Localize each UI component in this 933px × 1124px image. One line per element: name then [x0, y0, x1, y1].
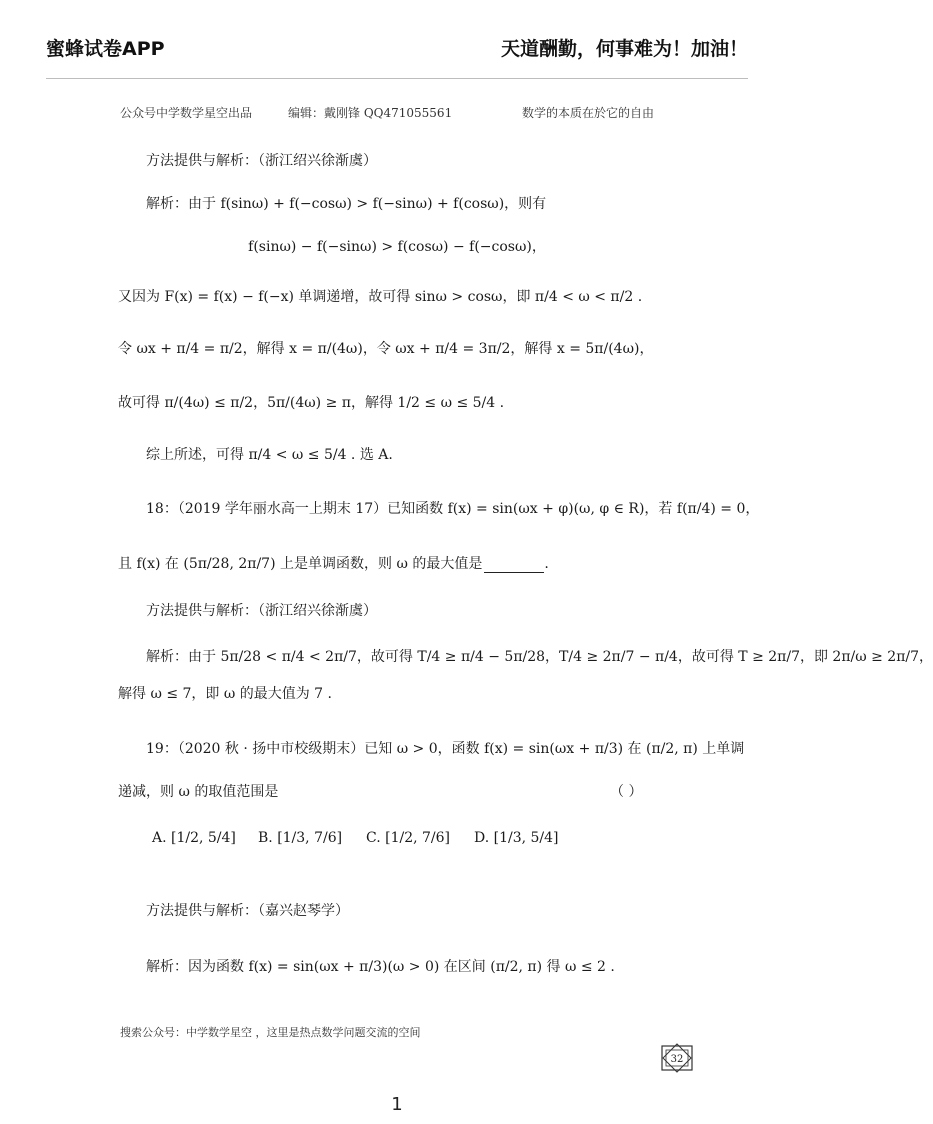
q18-line-1: 18：（2019 学年丽水高一上期末 17）已知函数 f(x) = sin(ωx + φ)(ω, φ ∈ R)，若 f(π/4) = 0，: [146, 501, 760, 517]
choice-b: B. [1/3, 7/6]: [258, 830, 343, 846]
editor-text: 编辑：戴刚锋 QQ471055561: [288, 106, 453, 120]
q17-line-2: f(sinω) − f(−sinω) > f(cosω) − f(−cosω)，: [248, 239, 546, 255]
page-number: 1: [391, 1094, 403, 1115]
choice-c: C. [1/2, 7/6]: [366, 830, 450, 846]
q17-line-3: 又因为 F(x) = f(x) − f(−x) 单调递增，故可得 sinω > cosω，即 π/4 < ω < π/2 .: [118, 289, 643, 305]
footer-text: 搜索公众号：中学数学星空 ，这里是热点数学问题交流的空间: [120, 1026, 421, 1039]
publisher-text: 公众号中学数学星空出品: [120, 106, 253, 120]
q19-method-line: 方法提供与解析：（嘉兴赵琴学）: [146, 903, 349, 919]
choice-d: D. [1/3, 5/4]: [474, 830, 559, 846]
answer-blank: [484, 571, 544, 573]
q17-line-4: 令 ωx + π/4 = π/2，解得 x = π/(4ω)，令 ωx + π/4 = 3π/2，解得 x = 5π/(4ω)，: [118, 341, 654, 357]
q17-line-1: 解析：由于 f(sinω) + f(−cosω) > f(−sinω) + f(cosω)，则有: [146, 196, 547, 212]
q18-method-line: 方法提供与解析：（浙江绍兴徐渐虞）: [146, 603, 377, 619]
choice-a: A. [1/2, 5/4]: [152, 830, 236, 846]
q18-line-2: 且 f(x) 在 (5π/28, 2π/7) 上是单调函数，则 ω 的最大值是 .: [118, 556, 549, 572]
q19-line-2: 递减，则 ω 的取值范围是: [118, 784, 279, 800]
q17-line-5: 故可得 π/(4ω) ≤ π/2，5π/(4ω) ≥ π，解得 1/2 ≤ ω ≤ 5/4 .: [118, 395, 505, 411]
q18-line-2-text: 且 f(x) 在 (5π/28, 2π/7) 上是单调函数，则 ω 的最大值是: [118, 556, 483, 572]
answer-parentheses: （ ）: [610, 784, 643, 800]
app-header: [0, 0, 794, 80]
brand-name: 蜜蜂试卷APP: [46, 38, 165, 60]
q19-line-1: 19：（2020 秋 · 扬中市校级期末）已知 ω > 0，函数 f(x) = sin(ωx + π/3) 在 (π/2, π) 上单调: [146, 741, 745, 757]
q18-line-4: 解得 ω ≤ 7，即 ω 的最大值为 7 .: [118, 686, 332, 702]
q17-line-6: 综上所述，可得 π/4 < ω ≤ 5/4 . 选 A.: [146, 447, 393, 463]
header-divider: [46, 78, 748, 79]
header-slogan: 天道酬勤，何事难为！加油！: [500, 38, 748, 60]
q19-line-3: 解析：因为函数 f(x) = sin(ωx + π/3)(ω > 0) 在区间 (π/2, π) 得 ω ≤ 2 .: [146, 959, 615, 975]
motto-text: 数学的本质在於它的自由: [522, 106, 655, 120]
page-stamp-icon: [660, 1043, 694, 1073]
q17-method-line: 方法提供与解析：（浙江绍兴徐渐虞）: [146, 153, 377, 169]
q18-line-3: 解析：由于 5π/28 < π/4 < 2π/7，故可得 T/4 ≥ π/4 − 5π/28，T/4 ≥ 2π/7 − π/4，故可得 T ≥ 2π/7，即 2π/ω ≥ 2π/7，: [146, 649, 933, 665]
stamp-number: 32: [670, 1054, 684, 1065]
